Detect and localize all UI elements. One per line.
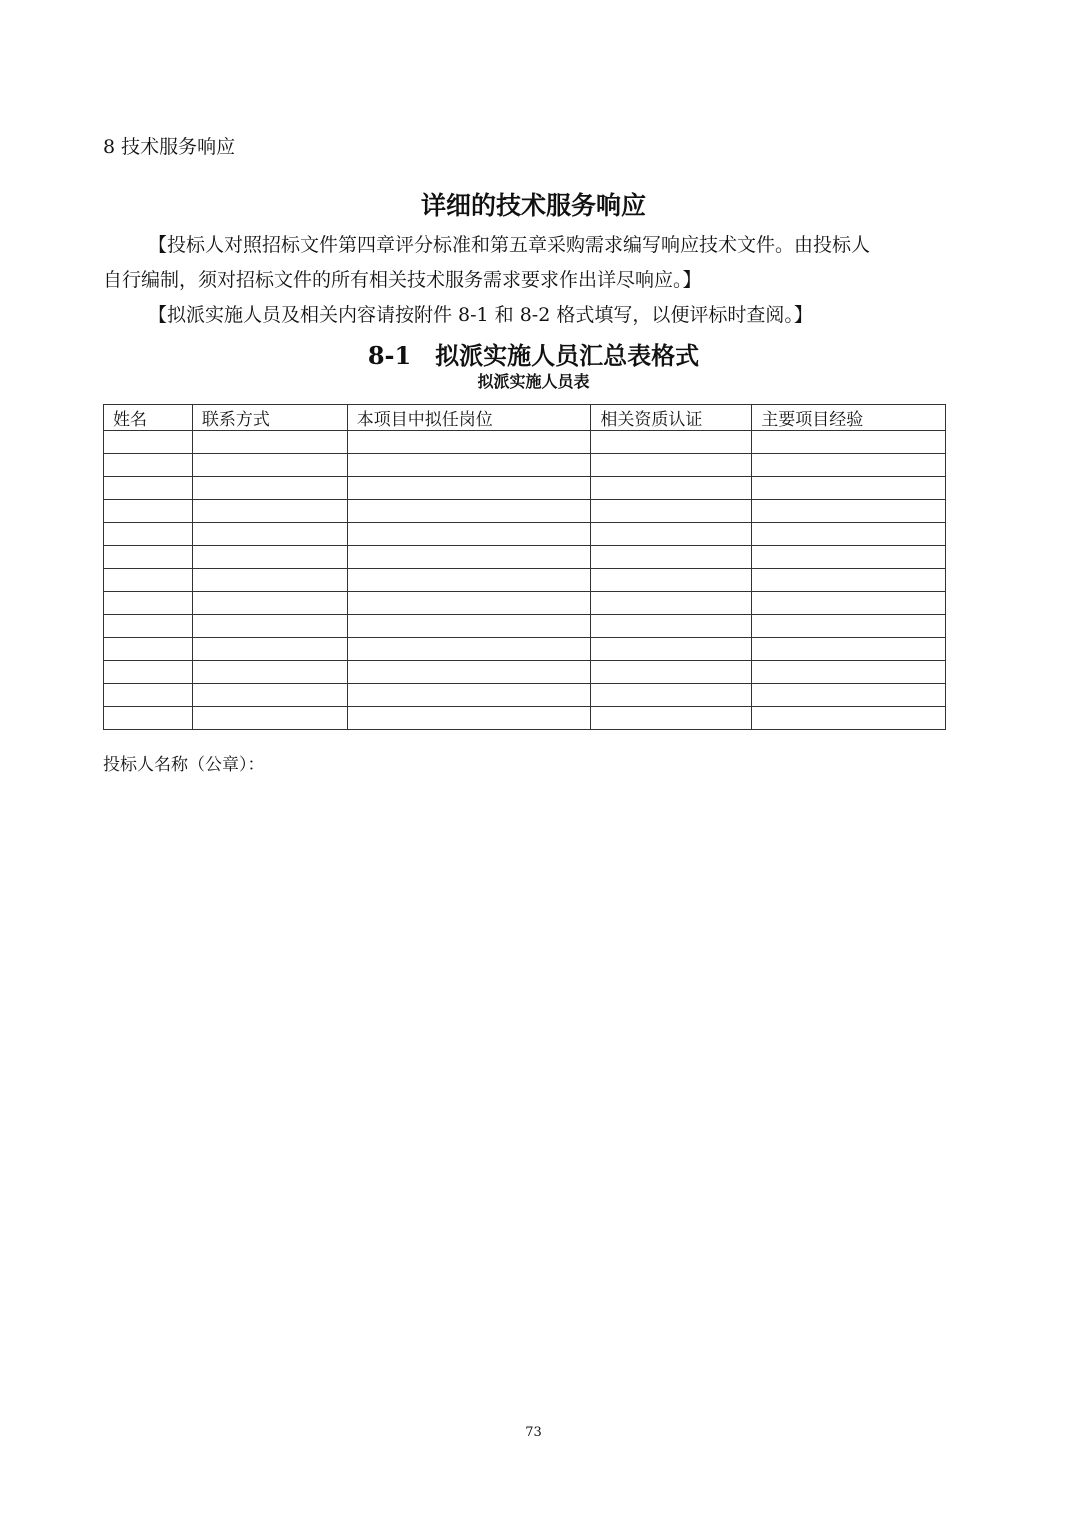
table-cell[interactable] — [192, 431, 347, 454]
table-cell[interactable] — [752, 615, 946, 638]
table-row — [104, 592, 946, 615]
table-cell[interactable] — [591, 477, 752, 500]
table-cell[interactable] — [347, 477, 591, 500]
header-experience: 主要项目经验 — [752, 405, 946, 431]
table-cell[interactable] — [752, 431, 946, 454]
table-cell[interactable] — [104, 477, 193, 500]
table-row — [104, 684, 946, 707]
table-cell[interactable] — [591, 615, 752, 638]
table-cell[interactable] — [591, 661, 752, 684]
header-contact: 联系方式 — [192, 405, 347, 431]
section-heading: 8 技术服务响应 — [103, 136, 236, 158]
table-cell[interactable] — [192, 500, 347, 523]
table-cell[interactable] — [104, 523, 193, 546]
table-subtitle: 拟派实施人员表 — [477, 372, 590, 391]
table-cell[interactable] — [192, 684, 347, 707]
table-cell[interactable] — [752, 523, 946, 546]
table-cell[interactable] — [104, 546, 193, 569]
table-cell[interactable] — [104, 661, 193, 684]
header-certification: 相关资质认证 — [591, 405, 752, 431]
table-cell[interactable] — [752, 454, 946, 477]
table-cell[interactable] — [192, 454, 347, 477]
table-cell[interactable] — [347, 592, 591, 615]
table-cell[interactable] — [752, 569, 946, 592]
table-cell[interactable] — [104, 615, 193, 638]
table-cell[interactable] — [192, 523, 347, 546]
table-cell[interactable] — [347, 454, 591, 477]
table-cell[interactable] — [192, 569, 347, 592]
table-cell[interactable] — [347, 523, 591, 546]
table-row — [104, 523, 946, 546]
table-cell[interactable] — [591, 546, 752, 569]
table-cell[interactable] — [591, 569, 752, 592]
table-row — [104, 638, 946, 661]
table-cell[interactable] — [347, 638, 591, 661]
table-cell[interactable] — [752, 707, 946, 730]
table-cell[interactable] — [192, 615, 347, 638]
table-cell[interactable] — [752, 638, 946, 661]
table-cell[interactable] — [347, 707, 591, 730]
table-cell[interactable] — [192, 661, 347, 684]
signature-label: 投标人名称（公章）： — [103, 755, 265, 775]
table-cell[interactable] — [591, 431, 752, 454]
staff-table — [103, 404, 946, 730]
table-cell[interactable] — [347, 546, 591, 569]
table-row — [104, 477, 946, 500]
table-cell[interactable] — [192, 546, 347, 569]
table-cell[interactable] — [104, 454, 193, 477]
table-cell[interactable] — [192, 638, 347, 661]
table-row — [104, 454, 946, 477]
table-row — [104, 615, 946, 638]
table-cell[interactable] — [591, 707, 752, 730]
table-cell[interactable] — [104, 569, 193, 592]
table-row — [104, 661, 946, 684]
table-cell[interactable] — [347, 661, 591, 684]
instruction-paragraph: 【拟派实施人员及相关内容请按附件 8-1 和 8-2 格式填写，以便评标时查阅。】 — [148, 304, 813, 326]
instruction-paragraph-line: 自行编制，须对招标文件的所有相关技术服务需求要求作出详尽响应。】 — [103, 269, 702, 291]
table-header-row — [104, 405, 946, 431]
header-name: 姓名 — [104, 405, 193, 431]
table-cell[interactable] — [347, 431, 591, 454]
instruction-paragraph-line: 【投标人对照招标文件第四章评分标准和第五章采购需求编写响应技术文件。由投标人 — [148, 234, 871, 256]
header-position: 本项目中拟任岗位 — [347, 405, 591, 431]
table-cell[interactable] — [104, 500, 193, 523]
page-title: 详细的技术服务响应 — [420, 191, 646, 220]
table-cell[interactable] — [752, 546, 946, 569]
table-cell[interactable] — [752, 684, 946, 707]
table-cell[interactable] — [752, 500, 946, 523]
table-cell[interactable] — [347, 615, 591, 638]
table-cell[interactable] — [591, 684, 752, 707]
table-cell[interactable] — [347, 500, 591, 523]
table-cell[interactable] — [591, 454, 752, 477]
table-cell[interactable] — [347, 684, 591, 707]
table-row — [104, 569, 946, 592]
table-cell[interactable] — [347, 569, 591, 592]
table-row — [104, 431, 946, 454]
page-number: 73 — [525, 1425, 542, 1440]
table-cell[interactable] — [192, 707, 347, 730]
table-cell[interactable] — [591, 523, 752, 546]
table-cell[interactable] — [591, 638, 752, 661]
table-cell[interactable] — [591, 500, 752, 523]
table-cell[interactable] — [752, 661, 946, 684]
table-row — [104, 707, 946, 730]
table-cell[interactable] — [104, 707, 193, 730]
table-cell[interactable] — [192, 477, 347, 500]
table-row — [104, 546, 946, 569]
table-cell[interactable] — [591, 592, 752, 615]
table-cell[interactable] — [104, 638, 193, 661]
table-title: 8-1 拟派实施人员汇总表格式 — [367, 341, 700, 370]
table-cell[interactable] — [752, 592, 946, 615]
table-cell[interactable] — [104, 431, 193, 454]
table-cell[interactable] — [752, 477, 946, 500]
table-cell[interactable] — [104, 592, 193, 615]
table-row — [104, 500, 946, 523]
table-cell[interactable] — [192, 592, 347, 615]
table-cell[interactable] — [104, 684, 193, 707]
